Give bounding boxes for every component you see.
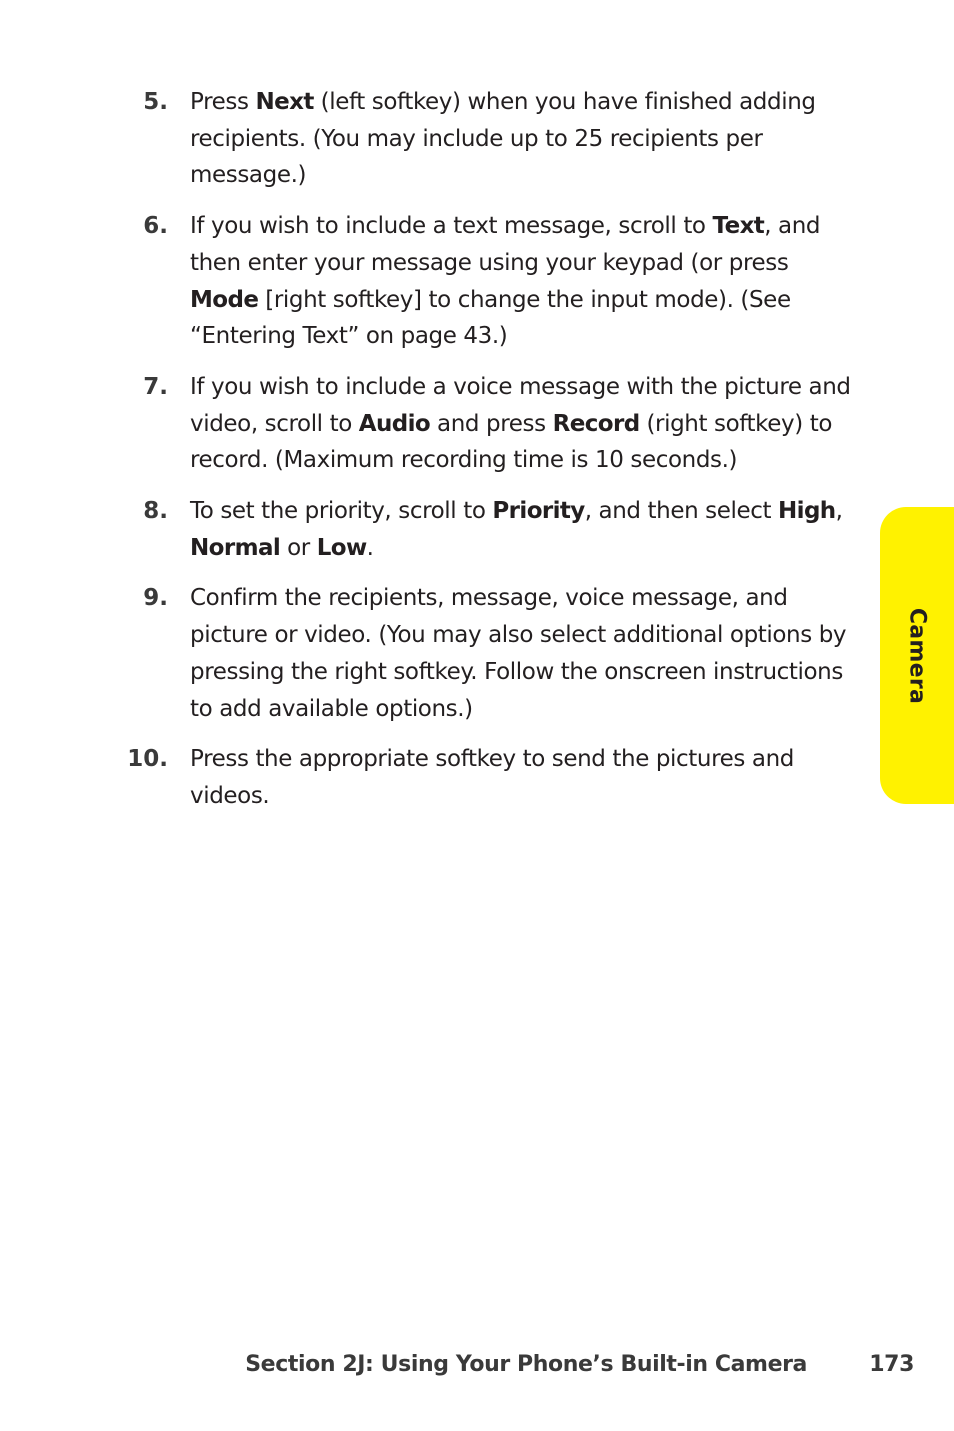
- step-text-run: [right softkey] to change the input mode). (See “Entering Text” on page 43.): [190, 286, 791, 350]
- step-text-run: , and then enter your message using your keypad (or press: [190, 213, 821, 276]
- step-text-run: Press: [190, 89, 256, 115]
- footer-section-title: Section 2J: Using Your Phone’s Built-in Camera: [245, 1352, 807, 1377]
- step-text: [190, 580, 862, 727]
- step-keyword: Text: [712, 213, 765, 240]
- step-number: 8.: [143, 498, 168, 525]
- section-side-tab: [880, 507, 954, 804]
- step-keyword: Low: [316, 534, 367, 561]
- step-keyword: Priority: [492, 498, 585, 525]
- step-text-run: Confirm the recipients, message, voice message, and picture or video. (You may also select additional options by pressing the right softkey. Follow the onscreen instructions to add available options.): [190, 585, 847, 722]
- step-text: [190, 493, 862, 566]
- step-text: [190, 741, 862, 814]
- step-keyword: Record: [552, 410, 640, 437]
- step-text-run: or: [280, 534, 317, 561]
- instruction-steps: [118, 84, 878, 829]
- step-item: [118, 208, 878, 355]
- step-number: 5.: [143, 89, 168, 115]
- step-text-run: and press: [430, 410, 553, 437]
- step-item: [118, 84, 878, 194]
- step-number: 10.: [127, 746, 168, 773]
- step-item: [118, 741, 878, 814]
- step-keyword: Audio: [358, 410, 431, 437]
- step-keyword: Mode: [190, 286, 259, 313]
- page-number: 173: [869, 1352, 914, 1377]
- step-text: [190, 369, 862, 479]
- step-text: [190, 208, 862, 355]
- side-tab-label: Camera: [904, 607, 930, 704]
- step-text-run: ,: [835, 498, 843, 525]
- step-text-run: , and then select: [584, 498, 779, 525]
- step-text-run: To set the priority, scroll to: [190, 498, 493, 525]
- step-number: 9.: [143, 585, 168, 612]
- step-text-run: (right softkey) to record. (Maximum recording time is 10 seconds.): [190, 410, 832, 474]
- step-keyword: Next: [255, 89, 314, 115]
- step-text-run: (left softkey) when you have finished adding recipients. (You may include up to 25 recipients per message.): [190, 89, 816, 189]
- step-text: [190, 84, 862, 194]
- step-number: 7.: [143, 373, 168, 400]
- step-item: [118, 580, 878, 727]
- step-text-run: .: [366, 534, 374, 561]
- step-item: [118, 493, 878, 566]
- step-number: 6.: [143, 213, 168, 240]
- step-keyword: High: [778, 498, 836, 525]
- step-text-run: Press the appropriate softkey to send the pictures and videos.: [190, 746, 794, 809]
- step-text-run: If you wish to include a text message, scroll to: [190, 213, 713, 240]
- step-text-run: If you wish to include a voice message with the picture and video, scroll to: [190, 373, 851, 437]
- step-keyword: Normal: [190, 534, 281, 561]
- step-item: [118, 369, 878, 479]
